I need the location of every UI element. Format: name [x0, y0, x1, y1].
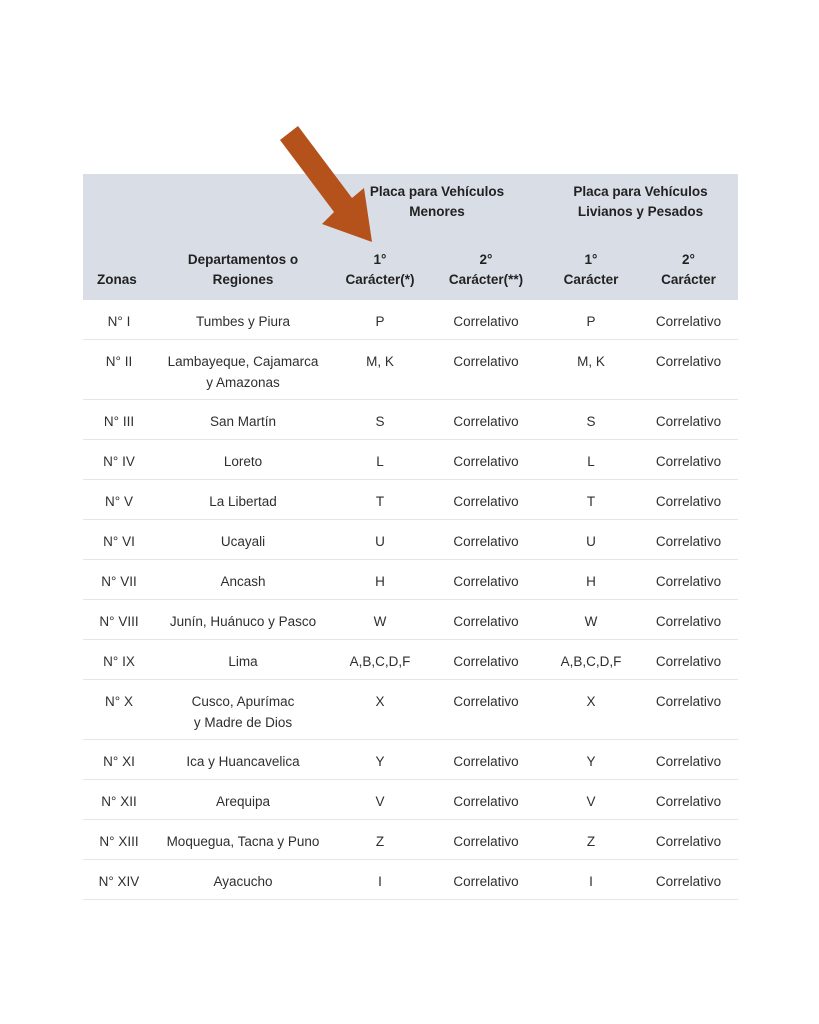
cell-menores-2: Correlativo: [429, 560, 543, 600]
cell-departamento-line2: y Amazonas: [206, 375, 280, 390]
header-menores-2: [429, 230, 543, 300]
cell-departamento: [155, 780, 331, 820]
cell-departamento-line1: Lambayeque, Cajamarca: [167, 354, 319, 369]
cell-departamento-line1: Ayacucho: [213, 874, 273, 889]
header-livianos-2-line2: Carácter: [661, 272, 716, 287]
header-livianos-2: [639, 230, 738, 300]
cell-menores-1: I: [331, 860, 429, 900]
cell-zona: N° V: [83, 480, 155, 520]
cell-departamento-line1: Cusco, Apurímac: [191, 694, 295, 709]
cell-zona: N° I: [83, 300, 155, 340]
table-row: [83, 300, 738, 340]
cell-departamento-line1: Arequipa: [215, 794, 271, 809]
cell-livianos-2: Correlativo: [639, 480, 738, 520]
header-livianos-2-line1: 2°: [682, 252, 695, 267]
cell-menores-2: Correlativo: [429, 340, 543, 400]
cell-livianos-1: Z: [543, 820, 639, 860]
table-row: [83, 640, 738, 680]
table-body: [83, 300, 738, 900]
table-row: [83, 340, 738, 400]
table-row: [83, 740, 738, 780]
table-row: [83, 600, 738, 640]
table-row: [83, 560, 738, 600]
cell-zona: N° II: [83, 340, 155, 400]
plates-table: [83, 174, 738, 900]
header-menores-1-line1: 1°: [373, 252, 387, 267]
cell-menores-2: Correlativo: [429, 680, 543, 740]
cell-menores-2: Correlativo: [429, 860, 543, 900]
cell-menores-1: U: [331, 520, 429, 560]
cell-menores-2: Correlativo: [429, 600, 543, 640]
pointer-arrow-shape: [280, 126, 372, 242]
cell-zona: N° XII: [83, 780, 155, 820]
header-menores-2-line1: 2°: [479, 252, 493, 267]
cell-departamento: [155, 520, 331, 560]
cell-livianos-2: Correlativo: [639, 600, 738, 640]
header-livianos-1: [543, 230, 639, 300]
cell-menores-2: Correlativo: [429, 820, 543, 860]
cell-departamento-line1: Lima: [228, 654, 258, 669]
cell-menores-2: Correlativo: [429, 440, 543, 480]
cell-departamento: [155, 480, 331, 520]
group-header-row: [83, 174, 738, 230]
table-row: [83, 680, 738, 740]
cell-departamento: [155, 340, 331, 400]
cell-zona: N° IV: [83, 440, 155, 480]
cell-livianos-1: T: [543, 480, 639, 520]
cell-menores-2: Correlativo: [429, 520, 543, 560]
cell-departamento: [155, 440, 331, 480]
header-livianos-1-line2: Carácter: [563, 272, 619, 287]
cell-livianos-2: Correlativo: [639, 440, 738, 480]
header-departamentos-line2: Regiones: [212, 272, 274, 287]
cell-menores-1: W: [331, 600, 429, 640]
cell-livianos-1: A,B,C,D,F: [543, 640, 639, 680]
cell-livianos-1: I: [543, 860, 639, 900]
cell-livianos-2: Correlativo: [639, 680, 738, 740]
cell-departamento-line1: Moquegua, Tacna y Puno: [166, 834, 320, 849]
cell-menores-2: Correlativo: [429, 480, 543, 520]
cell-livianos-1: V: [543, 780, 639, 820]
cell-livianos-2: Correlativo: [639, 780, 738, 820]
header-menores-1-line2: Carácter(*): [345, 272, 415, 287]
table-row: [83, 400, 738, 440]
cell-zona: N° XI: [83, 740, 155, 780]
cell-menores-1: X: [331, 680, 429, 740]
cell-menores-2: Correlativo: [429, 300, 543, 340]
cell-livianos-1: H: [543, 560, 639, 600]
cell-departamento: [155, 860, 331, 900]
cell-departamento: [155, 300, 331, 340]
cell-departamento-line1: Ancash: [220, 574, 266, 589]
cell-departamento-line1: La Libertad: [209, 494, 277, 509]
table-row: [83, 820, 738, 860]
group-header-menores: Placa para Vehículos Menores: [369, 184, 505, 219]
cell-livianos-1: M, K: [543, 340, 639, 400]
cell-departamento-line1: Ica y Huancavelica: [186, 754, 300, 769]
cell-departamento: [155, 400, 331, 440]
cell-livianos-2: Correlativo: [639, 560, 738, 600]
header-departamentos-line1: Departamentos o: [187, 252, 299, 267]
header-livianos-1-line1: 1°: [584, 252, 598, 267]
cell-livianos-1: L: [543, 440, 639, 480]
table-row: [83, 440, 738, 480]
cell-departamento: [155, 740, 331, 780]
cell-zona: N° III: [83, 400, 155, 440]
cell-menores-1: V: [331, 780, 429, 820]
cell-livianos-2: Correlativo: [639, 820, 738, 860]
header-menores-2-line2: Carácter(**): [448, 272, 524, 287]
cell-livianos-1: S: [543, 400, 639, 440]
cell-menores-1: Y: [331, 740, 429, 780]
cell-zona: N° VI: [83, 520, 155, 560]
cell-zona: N° XIII: [83, 820, 155, 860]
group-header-livianos: Placa para Vehículos Livianos y Pesados: [573, 184, 708, 219]
cell-menores-2: Correlativo: [429, 780, 543, 820]
cell-zona: N° VIII: [83, 600, 155, 640]
cell-livianos-2: Correlativo: [639, 400, 738, 440]
cell-menores-1: A,B,C,D,F: [331, 640, 429, 680]
cell-menores-2: Correlativo: [429, 740, 543, 780]
cell-departamento-line1: Tumbes y Piura: [195, 314, 291, 329]
cell-zona: N° XIV: [83, 860, 155, 900]
cell-livianos-2: Correlativo: [639, 340, 738, 400]
cell-livianos-2: Correlativo: [639, 860, 738, 900]
cell-departamento: [155, 600, 331, 640]
cell-menores-1: Z: [331, 820, 429, 860]
cell-departamento-line2: y Madre de Dios: [193, 715, 293, 730]
header-zonas: Zonas: [97, 272, 137, 287]
cell-livianos-1: U: [543, 520, 639, 560]
cell-menores-1: H: [331, 560, 429, 600]
cell-departamento: [155, 640, 331, 680]
table-row: [83, 860, 738, 900]
cell-menores-1: L: [331, 440, 429, 480]
cell-zona: N° IX: [83, 640, 155, 680]
table-row: [83, 780, 738, 820]
table-header: [83, 174, 738, 300]
table-row: [83, 520, 738, 560]
cell-departamento-line1: Ucayali: [220, 534, 266, 549]
cell-livianos-2: Correlativo: [639, 740, 738, 780]
cell-departamento: [155, 560, 331, 600]
cell-livianos-2: Correlativo: [639, 640, 738, 680]
cell-zona: N° VII: [83, 560, 155, 600]
cell-menores-1: S: [331, 400, 429, 440]
cell-menores-1: M, K: [331, 340, 429, 400]
cell-livianos-2: Correlativo: [639, 300, 738, 340]
cell-departamento: [155, 680, 331, 740]
plates-table-container: [83, 174, 738, 900]
cell-livianos-2: Correlativo: [639, 520, 738, 560]
table-row: [83, 480, 738, 520]
cell-departamento-line1: Loreto: [223, 454, 263, 469]
column-header-row: [83, 230, 738, 300]
pointer-arrow-icon: [272, 120, 382, 250]
cell-departamento-line1: Junín, Huánuco y Pasco: [169, 614, 317, 629]
cell-livianos-1: Y: [543, 740, 639, 780]
cell-menores-1: P: [331, 300, 429, 340]
cell-departamento-line1: San Martín: [209, 414, 277, 429]
cell-livianos-1: P: [543, 300, 639, 340]
cell-departamento: [155, 820, 331, 860]
cell-livianos-1: W: [543, 600, 639, 640]
cell-menores-2: Correlativo: [429, 640, 543, 680]
cell-menores-2: Correlativo: [429, 400, 543, 440]
cell-livianos-1: X: [543, 680, 639, 740]
cell-zona: N° X: [83, 680, 155, 740]
cell-menores-1: T: [331, 480, 429, 520]
